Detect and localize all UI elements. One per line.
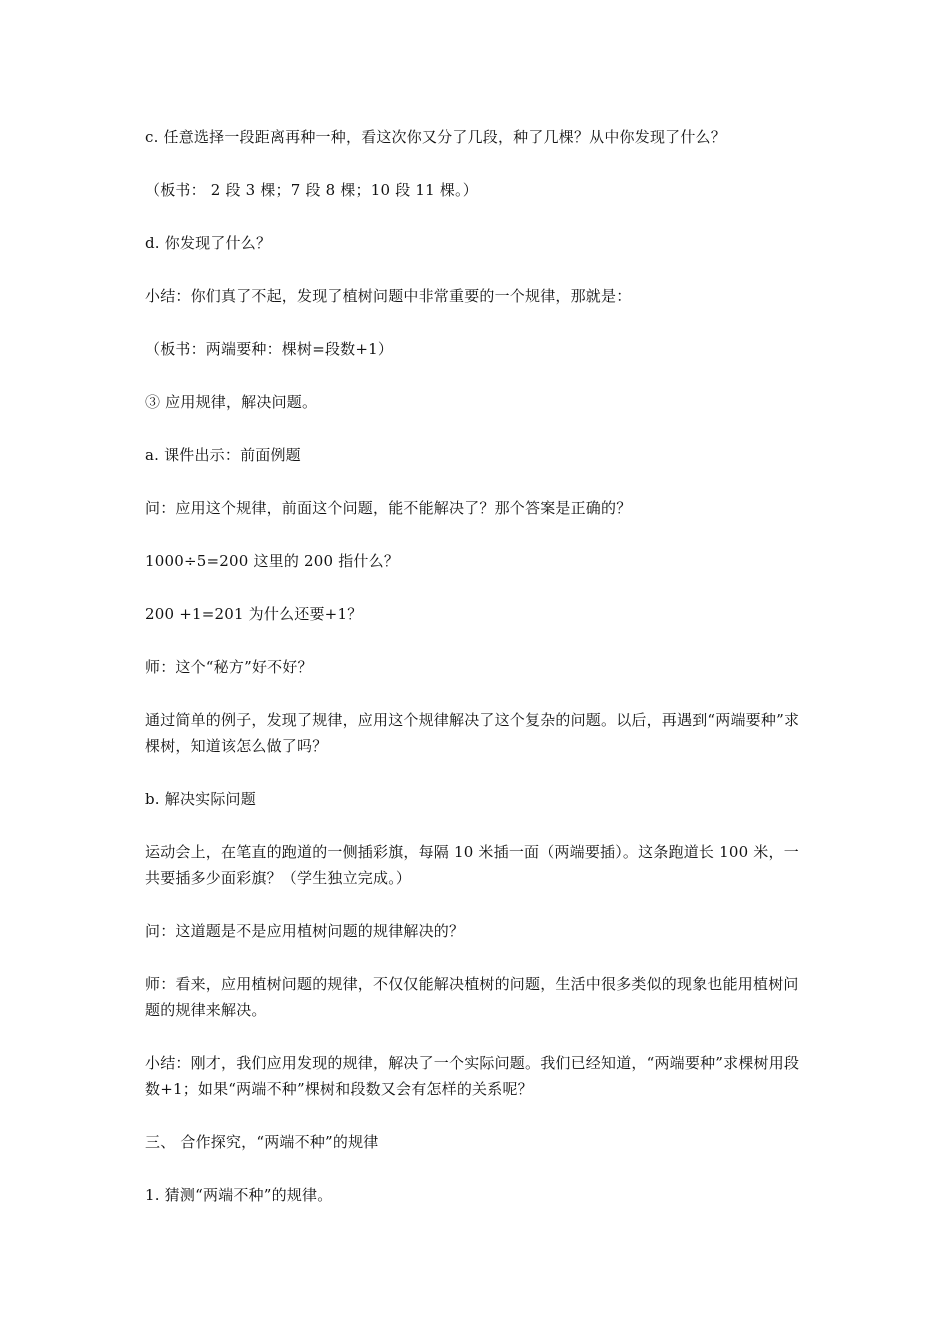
paragraph-example-summary: 通过简单的例子，发现了规律，应用这个规律解决了这个复杂的问题。以后，再遇到“两端要种”求棵树，知道该怎么做了吗？ — [145, 711, 800, 755]
document-body — [145, 124, 810, 1208]
paragraph-c-step: c. 任意选择一段距离再种一种，看这次你又分了几段，种了几棵？从中你发现了什么？ — [145, 128, 726, 146]
paragraph-board-note-1: （板书： 2 段 3 棵；7 段 8 棵；10 段 11 棵。） — [145, 181, 478, 199]
paragraph-guess-rule: 1. 猜测“两端不种”的规律。 — [145, 1186, 333, 1204]
paragraph-division-formula: 1000÷5=200 这里的 200 指什么？ — [145, 552, 400, 570]
paragraph-flag-problem: 运动会上，在笔直的跑道的一侧插彩旗，每隔 10 米插一面（两端要插）。这条跑道长 100 米，一共要插多少面彩旗？（学生独立完成。） — [145, 843, 799, 887]
paragraph-d-step: d. 你发现了什么？ — [145, 234, 272, 252]
paragraph-summary-2: 小结：刚才，我们应用发现的规律，解决了一个实际问题。我们已经知道，“两端要种”求棵树用段数+1；如果“两端不种”棵树和段数又会有怎样的关系呢？ — [145, 1054, 800, 1098]
paragraph-question-1: 问：应用这个规律，前面这个问题，能不能解决了？那个答案是正确的？ — [145, 499, 632, 517]
paragraph-teacher-remark: 师：看来，应用植树问题的规律，不仅仅能解决植树的问题，生活中很多类似的现象也能用植树问题的规律来解决。 — [145, 975, 799, 1019]
paragraph-a-courseware: a. 课件出示：前面例题 — [145, 446, 301, 464]
paragraph-board-note-2: （板书：两端要种：棵树=段数+1） — [145, 340, 394, 358]
section-three-heading: 三、 合作探究，“两端不种”的规律 — [145, 1133, 379, 1151]
paragraph-teacher-question: 师：这个“秘方”好不好？ — [145, 658, 313, 676]
paragraph-summary-1: 小结：你们真了不起，发现了植树问题中非常重要的一个规律，那就是： — [145, 287, 632, 305]
paragraph-step-3-heading: ③ 应用规律，解决问题。 — [145, 393, 318, 411]
paragraph-question-2: 问：这道题是不是应用植树问题的规律解决的？ — [145, 922, 465, 940]
paragraph-b-heading: b. 解决实际问题 — [145, 790, 256, 808]
paragraph-addition-formula: 200 +1=201 为什么还要+1？ — [145, 605, 363, 623]
